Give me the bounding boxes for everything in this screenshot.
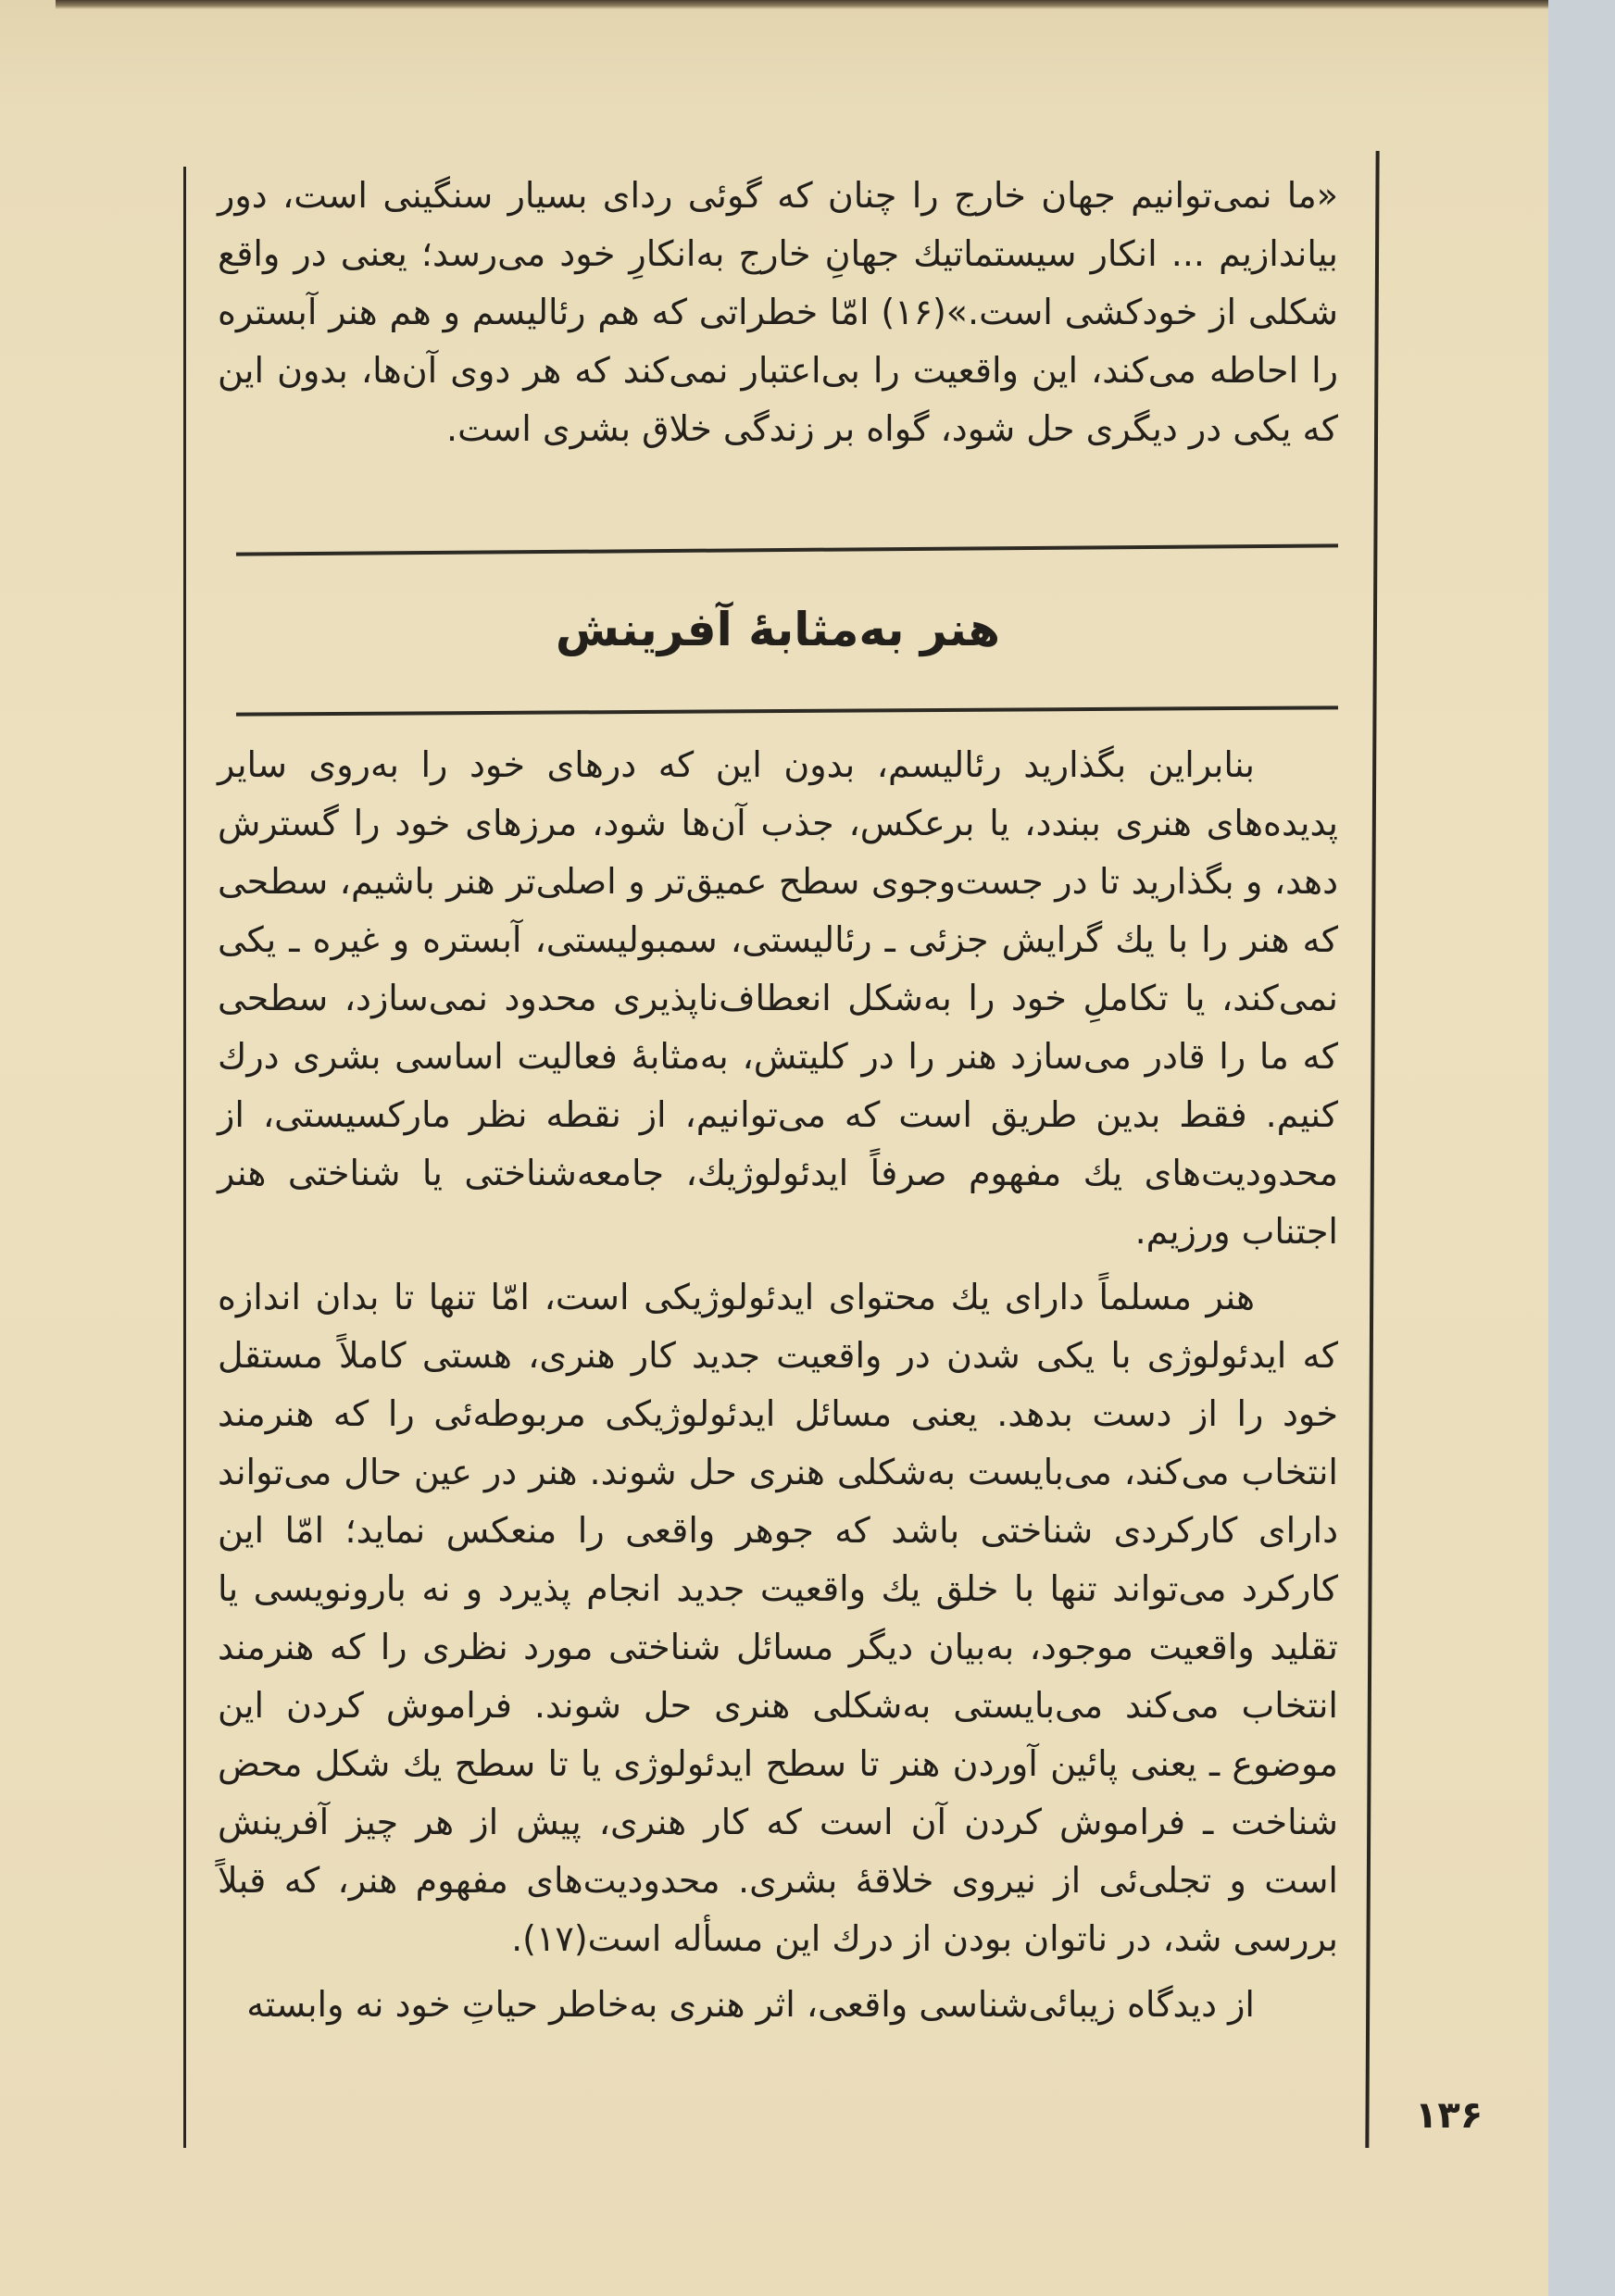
section-divider-bottom (236, 705, 1338, 716)
quote-block (218, 167, 1338, 458)
body-paragraph: هنر مسلماً دارای یك محتوای ایدئولوژیکی است، امّا تنها تا بدان اندازه که ایدئولوژی با یکی شدن در واقعیت جدید کار هنری، هستی کاملاً مستقل خود را از دست بدهد. یعنی مسائل ایدئولوژیکی مربوطه‌ئی را که هنرمند انتخاب می‌کند، می‌بایست به‌شکلی هنری حل شوند. هنر در عین حال می‌تواند دارای کارکردی شناختی باشد که جوهر واقعی را منعکس نماید؛ امّا این کارکرد می‌تواند تنها با خلق یك واقعیت جدید انجام پذیرد و نه بارونویسی یا تقلید واقعیت موجود، به‌بیان دیگر مسائل شناختی مورد نظری را که هنرمند انتخاب می‌کند می‌بایستی به‌شکلی هنری حل شوند. فراموش کردن این موضوع ـ یعنی پائین آوردن هنر تا سطح ایدئولوژی یا تا سطح یك شکل محض شناخت ـ فراموش کردن آن است که کار هنری، پیش از هر چیز آفرینش است و تجلی‌ئی از نیروی خلاقهٔ بشری. محدودیت‌های مفهوم هنر، که قبلاً بررسی شد، در ناتوان بودن از درك این مسأله است(۱۷). (218, 1277, 1338, 1959)
left-margin-rule (183, 167, 186, 2148)
page-edge-shadow (56, 0, 1548, 9)
quote-paragraph: «ما نمی‌توانیم جهان خارج را چنان که گوئی ردای بسیار سنگینی است، دور بیاندازیم ... انکار سیستماتیك جهانِ خارج به‌انکارِ خود می‌رسد؛ یعنی در واقع شکلی از خودکشی است.»(۱۶) امّا خطراتی که هم رئالیسم و هم هنر آبستره را احاطه می‌کند، این واقعیت را بی‌اعتبار نمی‌کند که هر دوی آن‌ها، بدون این که یکی در دیگری حل شود، گواه بر زندگی خلاق بشری است. (218, 175, 1338, 449)
body-paragraph: بنابراین بگذارید رئالیسم، بدون این که درهای خود را به‌روی سایر پدیده‌های هنری ببندد، یا برعکس، جذب آن‌ها شود، مرزهای خود را گسترش دهد، و بگذارید تا در جست‌وجوی سطح عمیق‌تر و اصلی‌تر هنر باشیم، سطحی که هنر را با یك گرایش جزئی ـ رئالیستی، سمبولیستی، آبستره و غیره ـ یکی نمی‌کند، یا تکاملِ خود را به‌شکل انعطاف‌ناپذیری محدود نمی‌سازد، سطحی که ما را قادر می‌سازد هنر را در کلیتش، به‌مثابهٔ فعالیت اساسی بشری درك کنیم. فقط بدین طریق است که می‌توانیم، از نقطه نظر مارکسیستی، از محدودیت‌های یك مفهوم صرفاً ایدئولوژیك، جامعه‌شناختی یا شناختی هنر اجتناب ورزیم. (218, 744, 1338, 1252)
right-margin-rule (1365, 151, 1379, 2148)
page-number: ۱۳۶ (1415, 2094, 1484, 2137)
section-divider-top (236, 543, 1338, 555)
section-body (218, 736, 1338, 2034)
section-heading: هنر به‌مثابهٔ آفرینش (555, 603, 1001, 656)
body-paragraph: از دیدگاه زیبائی‌شناسی واقعی، اثر هنری به‌خاطر حیاتِ خود نه وابسته (246, 1984, 1255, 2025)
